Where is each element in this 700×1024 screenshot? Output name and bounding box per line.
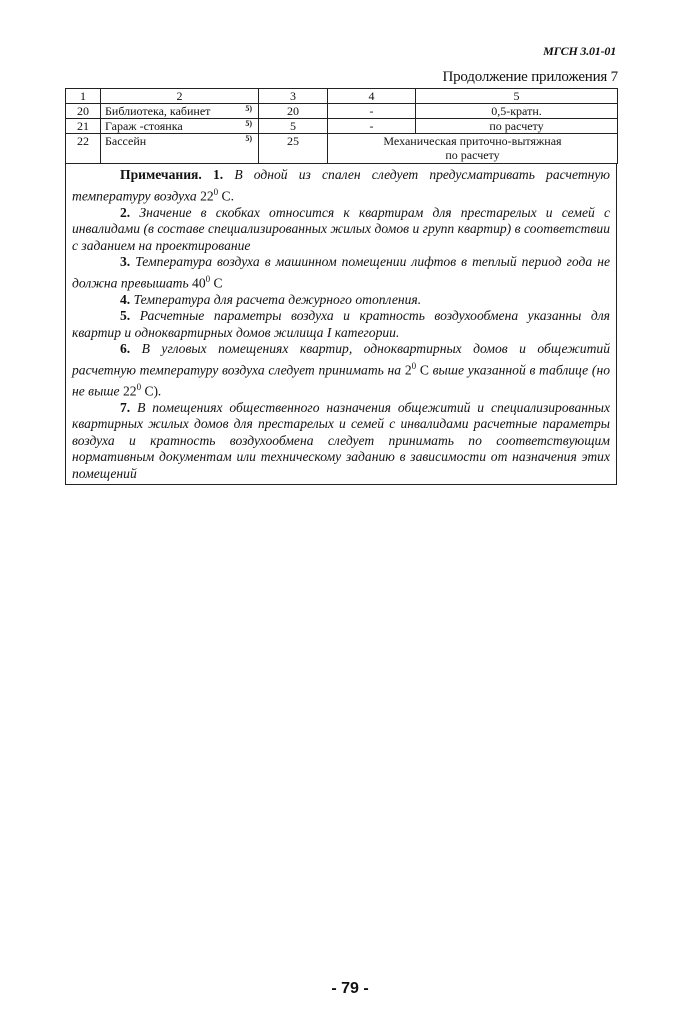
col4-cell: -	[328, 104, 416, 119]
footnote-mark: 5)	[245, 134, 252, 143]
temperature-value: 2	[404, 362, 412, 378]
note-text: выше указанной в таблице (но не выше	[72, 362, 610, 399]
page-number: - 79 -	[331, 980, 369, 997]
room-name: Библиотека, кабинет	[105, 104, 211, 118]
note-2	[72, 205, 610, 255]
row-number: 21	[66, 119, 101, 134]
note-text: Расчетные параметры воздуха и кратность воздухообмена указанны для квартир и одноквартирных домов жилища I категории.	[72, 308, 610, 340]
note-text: Значение в скобках относится к квартирам для престарелых и семей с инвалидами (в составе специализированных жилых домов и групп квартир) в соответствии с заданием на проектирование	[72, 204, 610, 253]
col4-cell: -	[328, 119, 416, 134]
note-number: 3.	[120, 254, 131, 270]
document-code: МГСН 3.01-01	[543, 44, 616, 58]
degree-mark: 0	[411, 360, 417, 371]
temperature-cell: 20	[259, 104, 328, 119]
note-5	[72, 308, 610, 341]
ventilation-type-cell	[328, 134, 618, 164]
temperature-value: 40	[192, 275, 206, 291]
table-row	[66, 119, 618, 134]
row-number: 20	[66, 104, 101, 119]
column-number: 2	[101, 89, 259, 104]
room-name: Гараж -стоянка	[105, 119, 183, 133]
ventilation-table	[65, 88, 617, 485]
column-number: 1	[66, 89, 101, 104]
appendix-title: Продолжение приложения 7	[442, 69, 618, 85]
degree-mark: 0	[136, 381, 142, 392]
room-name-cell	[101, 119, 259, 134]
note-text: Температура воздуха в машинном помещении лифтов в теплый период года не должна превышать	[72, 254, 610, 291]
notes-section	[65, 164, 617, 485]
air-exchange-cell: 0,5-кратн.	[416, 104, 618, 119]
temperature-unit: С	[210, 275, 223, 291]
note-number: 5.	[120, 308, 131, 324]
ventilation-type-detail: по расчету	[445, 148, 500, 162]
temperature-value: 22	[122, 383, 137, 399]
column-number: 5	[416, 89, 618, 104]
data-table	[65, 88, 618, 164]
temperature-unit: С.	[218, 188, 235, 204]
note-text: Температура для расчета дежурного отопления.	[130, 291, 422, 307]
note-7	[72, 400, 610, 483]
row-number: 22	[66, 134, 101, 164]
note-number: 6.	[120, 341, 131, 357]
room-name: Бассейн	[105, 134, 147, 148]
column-number: 4	[328, 89, 416, 104]
note-3	[72, 254, 610, 292]
note-number: 4.	[120, 291, 131, 307]
table-row	[66, 104, 618, 119]
notes-heading: Примечания.	[120, 167, 202, 182]
note-4	[72, 292, 610, 309]
column-number-row	[66, 89, 618, 104]
degree-mark: 0	[205, 273, 211, 284]
note-text: .	[158, 383, 162, 399]
footnote-mark: 5)	[245, 104, 252, 113]
note-number: 1.	[212, 167, 224, 182]
note-text: В одной из спален следует предусматривать расчетную температуру воздуха	[72, 167, 610, 204]
footnote-mark: 5)	[245, 119, 252, 128]
note-1	[72, 167, 610, 205]
temperature-value: 22	[200, 188, 214, 204]
temperature-cell: 25	[259, 134, 328, 164]
note-number: 2.	[120, 204, 131, 220]
note-text: В помещениях общественного назначения общежитий и специализированных квартирных жилых домов для престарелых и семей с инвалидами расчетные параметры воздуха и кратность воздухообмена следует принимать по соответствующим нормативным документам или техническому заданию в зависимости от назначения этих помещений	[72, 399, 610, 481]
ventilation-type: Механическая приточно-вытяжная	[383, 134, 562, 148]
room-name-cell	[101, 134, 259, 164]
note-6	[72, 341, 610, 400]
column-number: 3	[259, 89, 328, 104]
room-name-cell	[101, 104, 259, 119]
temperature-unit: С)	[141, 383, 159, 399]
air-exchange-cell: по расчету	[416, 119, 618, 134]
table-row	[66, 134, 618, 164]
temperature-cell: 5	[259, 119, 328, 134]
note-text: В угловых помещениях квартир, одноквартирных домов и общежитий расчетную температуру воздуха следует принимать на	[72, 341, 610, 378]
degree-mark: 0	[213, 186, 219, 197]
temperature-unit: С	[416, 362, 429, 378]
note-number: 7.	[120, 399, 131, 415]
